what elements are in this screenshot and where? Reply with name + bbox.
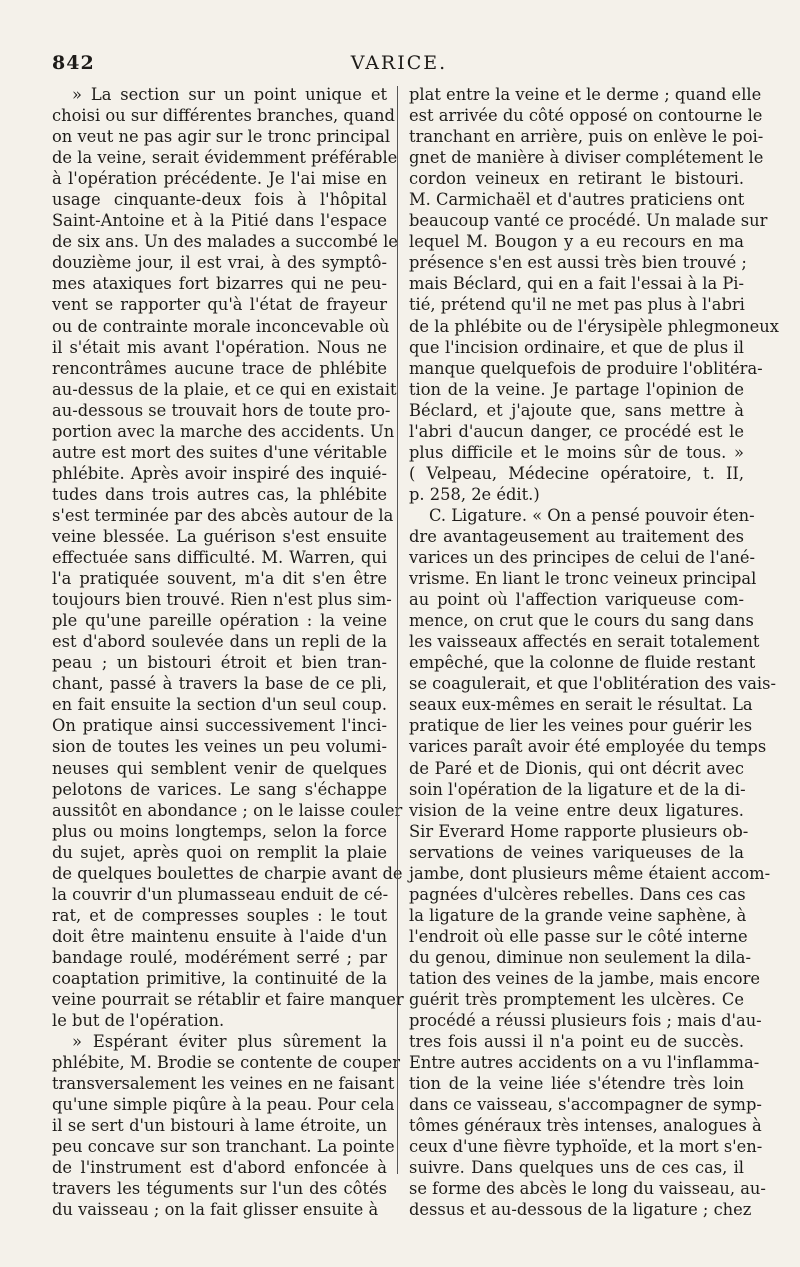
text-line: de quelques boulettes de charpie avant de [52,863,403,883]
text-line: Sir Everard Home rapporte plusieurs ob- [409,821,749,841]
text-line: suivre. Dans quelques uns de ces cas, il [409,1158,744,1178]
text-line: neuses qui semblent venir de quelques [52,758,387,778]
text-line: mes ataxiques fort bizarres qui ne peu- [52,274,387,294]
text-line: doit être maintenu ensuite à l'aide d'un [52,926,387,946]
text-line: présence s'en est aussi très bien trouvé ; [409,253,747,273]
text-line: de la phlébite ou de l'érysipèle phlegmoneux [409,316,779,336]
text-line: l'endroit où elle passe sur le côté interne [409,926,748,946]
text-line: qu'une simple piqûre à la peau. Pour cela [52,1095,395,1115]
text-line: ( Velpeau, Médecine opératoire, t. II, [409,463,744,483]
text-line: vrisme. En liant le tronc veineux principal [409,569,757,589]
text-line: servations de veines variqueuses de la [409,842,744,862]
text-line: de six ans. Un des malades a succombé le [52,232,398,252]
text-line: jambe, dont plusieurs même étaient accom- [409,863,771,883]
text-line: toujours bien trouvé. Rien n'est plus sim- [52,590,392,610]
text-line: vent se rapporter qu'à l'état de frayeur [52,295,387,315]
text-line: empêché, que la colonne de fluide restant [409,653,756,673]
text-line: veine pourrait se rétablir et faire manquer [52,990,404,1010]
text-line: s'est terminée par des abcès autour de la [52,505,394,525]
text-line: mence, on crut que le cours du sang dans [409,611,754,631]
text-line: l'abri d'aucun danger, ce procédé est le [409,421,744,441]
text-line: » La section sur un point unique et [72,85,387,104]
text-line: Entre autres accidents on a vu l'inflamma- [409,1053,760,1073]
text-line: varices un des principes de celui de l'ané- [409,548,756,568]
text-line: coaptation primitive, la continuité de la [52,968,387,988]
text-line: de la veine, serait évidemment préférable [52,148,398,168]
text-line: » Espérant éviter plus sûrement la [72,1032,387,1052]
text-line: l'a pratiquée souvent, m'a dit s'en être [52,569,387,589]
text-line: ou de contrainte morale inconcevable où [52,316,390,336]
page-number: 842 [52,52,95,74]
text-line: tion de la veine liée s'étendre très loin [409,1074,744,1094]
text-line: dessus et au-dessous de la ligature ; chez [409,1200,752,1220]
text-line: il s'était mis avant l'opération. Nous ne [52,337,387,357]
text-line: pratique de lier les veines pour guérir les [409,716,753,736]
text-line: est d'abord soulevée dans un repli de la [52,632,387,652]
text-line: pagnées d'ulcères rebelles. Dans ces cas [409,884,746,904]
text-line: peu concave sur son tranchant. La pointe [52,1137,395,1157]
text-line: de l'instrument est d'abord enfoncée à [52,1158,387,1178]
text-line: plus difficile et le moins sûr de tous. » [409,442,744,462]
text-line: se coagulerait, et que l'oblitération des vais- [409,674,776,694]
text-line: à l'opération précédente. Je l'ai mise en [52,169,387,189]
text-line: beaucoup vanté ce procédé. Un malade sur [409,211,768,231]
text-line: phlébite. Après avoir inspiré des inquié- [52,463,387,483]
text-line: au point où l'affection variqueuse com- [409,590,744,610]
text-line: veine blessée. La guérison s'est ensuite [52,526,387,546]
text-line: que l'incision ordinaire, et que de plus il [409,337,744,357]
text-line: il se sert d'un bistouri à lame étroite, un [52,1116,387,1136]
left-column [52,84,404,1220]
column-divider [397,86,398,1174]
text-line: peau ; un bistouri étroit et bien tran- [52,653,387,673]
text-line: procédé a réussi plusieurs fois ; mais d'au- [409,1011,762,1031]
text-line: effectuée sans difficulté. M. Warren, qui [52,548,387,568]
text-line: la ligature de la grande veine saphène, à [409,905,747,925]
text-line: dans ce vaisseau, s'accompagner de symp- [409,1095,762,1115]
text-line: soin l'opération de la ligature et de la di- [409,779,746,799]
text-line: rat, et de compresses souples : le tout [52,905,387,925]
text-line: au-dessus de la plaie, et ce qui en existait [52,379,397,399]
text-line: tranchant en arrière, puis on enlève le poi- [409,127,764,147]
text-line: se forme des abcès le long du vaisseau, au- [409,1179,766,1199]
text-line: tres fois aussi il n'a point eu de succès. [409,1032,744,1052]
text-line: tion de la veine. Je partage l'opinion de [409,379,744,399]
text-line: travers les téguments sur l'un des côtés [52,1179,387,1199]
text-line: mais Béclard, qui en a fait l'essai à la Pi- [409,274,744,294]
text-line: du vaisseau ; on la fait glisser ensuite à [52,1200,379,1220]
text-line: chant, passé à travers la base de ce pli, [52,674,387,694]
text-line: tié, prétend qu'il ne met pas plus à l'abri [409,295,745,315]
text-line: les vaisseaux affectés en serait totalement [409,632,760,652]
text-line: aussitôt en abondance ; on le laisse couler [52,800,403,820]
text-line: on veut ne pas agir sur le tronc principal [52,127,391,147]
text-line: de Paré et de Dionis, qui ont décrit avec [409,758,744,778]
text-line: en fait ensuite la section d'un seul coup. [52,695,387,715]
text-line: Saint-Antoine et à la Pitié dans l'espace [52,211,387,231]
right-column [409,84,779,1220]
text-line: varices paraît avoir été employée du temps [409,737,767,757]
text-line: tômes généraux très intenses, analogues à [409,1116,762,1136]
text-line: le but de l'opération. [52,1011,225,1031]
text-line: plat entre la veine et le derme ; quand elle [409,85,762,104]
text-line: douzième jour, il est vrai, à des symptô- [52,253,387,273]
text-line: portion avec la marche des accidents. Un [52,421,395,441]
text-line: dre avantageusement au traitement des [409,526,744,546]
text-line: guérit très promptement les ulcères. Ce [409,990,744,1010]
text-line: rencontrâmes aucune trace de phlébite [52,358,387,378]
text-line: est arrivée du côté opposé on contourne le [409,106,763,126]
text-line: phlébite, M. Brodie se contente de couper [52,1053,400,1073]
text-line: gnet de manière à diviser complétement le [409,148,764,168]
text-line: tudes dans trois autres cas, la phlébite [52,484,387,504]
text-line: ple qu'une pareille opération : la veine [52,611,387,631]
text-line: au-dessous se trouvait hors de toute pro- [52,400,391,420]
text-line: du sujet, après quoi on remplit la plaie [52,842,387,862]
text-line: autre est mort des suites d'une véritable [52,442,388,462]
text-line: usage cinquante-deux fois à l'hôpital [52,190,387,210]
page-header [52,52,746,82]
text-line: du genou, diminue non seulement la dila- [409,947,752,967]
text-line: ceux d'une fièvre typhoïde, et la mort s'en- [409,1137,763,1157]
running-title: VARICE. [350,52,448,74]
text-line: p. 258, 2e édit.) [409,484,540,504]
text-line: manque quelquefois de produire l'oblitéra- [409,358,763,378]
text-line: transversalement les veines en ne faisant [52,1074,395,1094]
text-line: plus ou moins longtemps, selon la force [52,821,387,841]
text-line: choisi ou sur différentes branches, quand [52,106,395,126]
text-line: seaux eux-mêmes en serait le résultat. La [409,695,753,715]
text-line: C. Ligature. « On a pensé pouvoir éten- [429,505,755,525]
text-line: On pratique ainsi successivement l'inci- [52,716,387,736]
text-line: lequel M. Bougon y a eu recours en ma [409,232,744,252]
text-line: vision de la veine entre deux ligatures. [409,800,744,820]
text-line: tation des veines de la jambe, mais encore [409,968,761,988]
text-line: sion de toutes les veines un peu volumi- [52,737,387,757]
text-line: Béclard, et j'ajoute que, sans mettre à [409,400,744,420]
text-line: pelotons de varices. Le sang s'échappe [52,779,387,799]
text-line: cordon veineux en retirant le bistouri. [409,169,744,189]
text-line: bandage roulé, modérément serré ; par [52,947,387,967]
text-line: M. Carmichaël et d'autres praticiens ont [409,190,745,210]
text-line: la couvrir d'un plumasseau enduit de cé- [52,884,389,904]
